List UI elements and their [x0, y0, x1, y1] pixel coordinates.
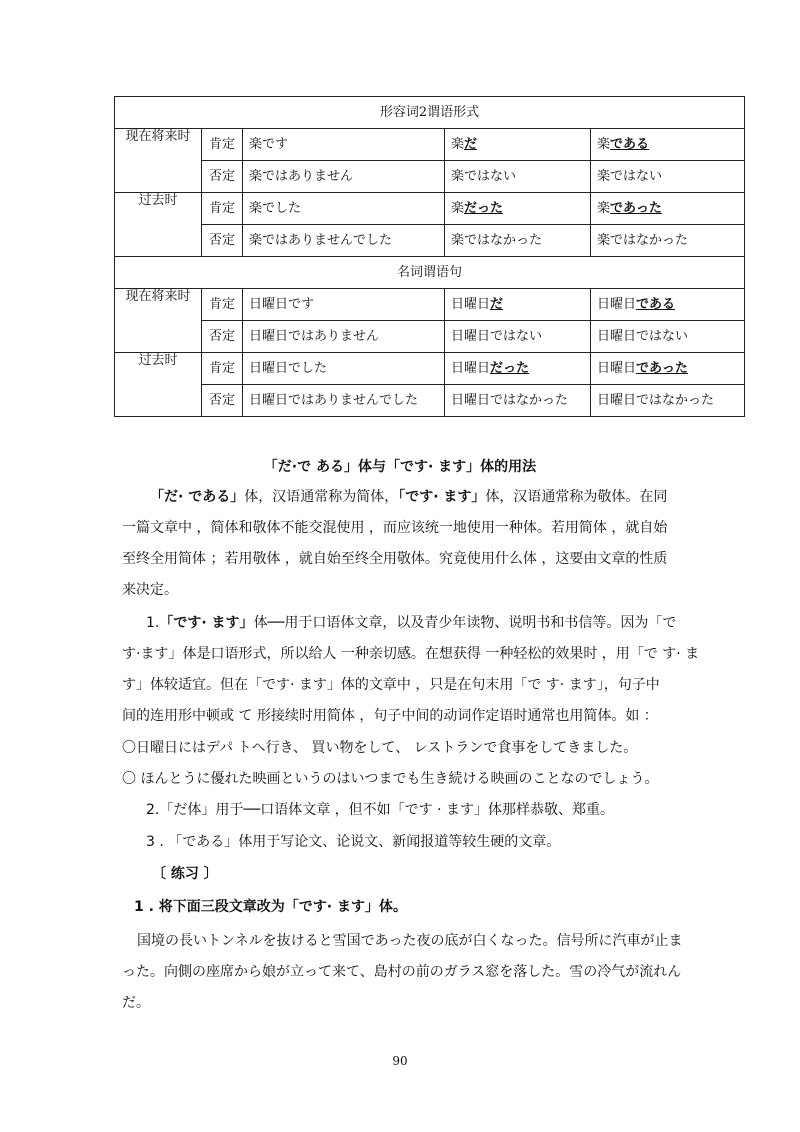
- table-cell: 楽である: [591, 129, 745, 161]
- tense-label: 现在将来时: [115, 289, 202, 353]
- paragraph-line: 至终全用简体 ；若用敬体 ，就自始至终全用敬体。究竟使用什么体 ，这要由文章的性质: [122, 551, 668, 567]
- section-title: 「だ·で ある」体与「です· ます」体的用法: [263, 459, 537, 475]
- table-row: [115, 225, 745, 257]
- table-cell: 日曜日です: [243, 289, 445, 321]
- table-cell: 日曜日だ: [445, 289, 591, 321]
- paragraph-line: 来决定。: [122, 582, 178, 598]
- page-number: 90: [392, 1054, 408, 1068]
- table-cell: 楽です: [243, 129, 445, 161]
- tense-label: 现在将来时: [115, 129, 202, 193]
- tense-label: 过去时: [115, 353, 202, 417]
- table-row: [115, 97, 745, 129]
- table-row: [115, 257, 745, 289]
- table-cell: 日曜日だった: [445, 353, 591, 385]
- polarity-label: 否定: [202, 321, 243, 353]
- paragraph-line: 1.「です· ます」体──用于口语体文章，以及青少年读物、说明书和书信等。因为「で: [146, 615, 677, 631]
- example-sentence: 〇 ほんとうに優れた映画というのはいつまでも生き続ける映画のことなのでしょう。: [122, 771, 659, 787]
- table-cell: 楽ではありませんでした: [243, 225, 445, 257]
- tense-label: 过去时: [115, 193, 202, 257]
- polarity-label: 肯定: [202, 129, 243, 161]
- paragraph-line: す·ます」体是口语形式，所以给人 一种亲切感。在想获得 一种轻松的效果时 ，用「で す· ま: [122, 646, 700, 662]
- table-row: [115, 321, 745, 353]
- table-cell: 楽でした: [243, 193, 445, 225]
- table-row: [115, 193, 745, 225]
- grammar-table: [114, 96, 745, 417]
- exercise-header: 〔 练习 〕: [152, 866, 218, 882]
- adj-section-header: 形容词2谓语形式: [115, 97, 745, 129]
- exercise-text-line: だ。: [122, 995, 150, 1011]
- table-row: [115, 353, 745, 385]
- table-cell: 楽ではありません: [243, 161, 445, 193]
- noun-section-header: 名词谓语句: [115, 257, 745, 289]
- polarity-label: 肯定: [202, 289, 243, 321]
- polarity-label: 否定: [202, 161, 243, 193]
- table-cell: 日曜日ではありませんでした: [243, 385, 445, 417]
- table-row: [115, 289, 745, 321]
- table-cell: 日曜日ではなかった: [445, 385, 591, 417]
- paragraph-line: 3 . 「である」体用于写论文、论说文、新闻报道等较生硬的文章。: [146, 834, 561, 850]
- table-cell: 楽ではない: [445, 161, 591, 193]
- table-cell: 楽ではなかった: [591, 225, 745, 257]
- polarity-label: 否定: [202, 225, 243, 257]
- table-row: [115, 129, 745, 161]
- table-cell: 楽であった: [591, 193, 745, 225]
- example-sentence: 〇日曜日にはデパ トへ行き、 買い物をして、 レストランで食事をしてきました。: [122, 740, 638, 756]
- table-row: [115, 161, 745, 193]
- table-cell: 楽だった: [445, 193, 591, 225]
- table-cell: 楽ではなかった: [445, 225, 591, 257]
- table-cell: 日曜日である: [591, 289, 745, 321]
- table-row: [115, 385, 745, 417]
- polarity-label: 肯定: [202, 193, 243, 225]
- paragraph-line: す」体较适宜。但在「です· ます」体的文章中 ，只是在句末用「で す· ます」，句子中: [122, 677, 660, 693]
- table-cell: 楽ではない: [591, 161, 745, 193]
- exercise-text-line: った。向側の座席から娘が立って来て、島村の前のガラス窓を落した。雪の冷气が流れん: [122, 964, 682, 980]
- paragraph-line: 间的连用形中顿或 て 形接续时用简体 ，句子中间的动词作定语时通常也用简体。如 ：: [122, 708, 658, 724]
- paragraph-line: 「だ· である」体，汉语通常称为简体，「です· ます」体，汉语通常称为敬体。在同: [150, 489, 668, 505]
- polarity-label: 否定: [202, 385, 243, 417]
- exercise-instruction: 1 . 将下面三段文章改为「です· ます」体。: [134, 899, 407, 915]
- paragraph-line: 2.「だ体」用于──口语体文章 ，但不如「です · ます」体那样恭敬、郑重。: [146, 802, 615, 818]
- exercise-text-line: 国境の長いトンネルを抜けると雪国であった夜の底が白くなった。信号所に汽車が止ま: [137, 933, 683, 949]
- table-cell: 日曜日ではない: [445, 321, 591, 353]
- table-cell: 日曜日ではありません: [243, 321, 445, 353]
- table-cell: 楽だ: [445, 129, 591, 161]
- table-cell: 日曜日ではない: [591, 321, 745, 353]
- table-cell: 日曜日ではなかった: [591, 385, 745, 417]
- polarity-label: 肯定: [202, 353, 243, 385]
- paragraph-line: 一篇文章中 ，简体和敬体不能交混使用 ，而应该统一地使用一种体。若用简体 ，就自始: [122, 520, 668, 536]
- table-cell: 日曜日であった: [591, 353, 745, 385]
- table-cell: 日曜日でした: [243, 353, 445, 385]
